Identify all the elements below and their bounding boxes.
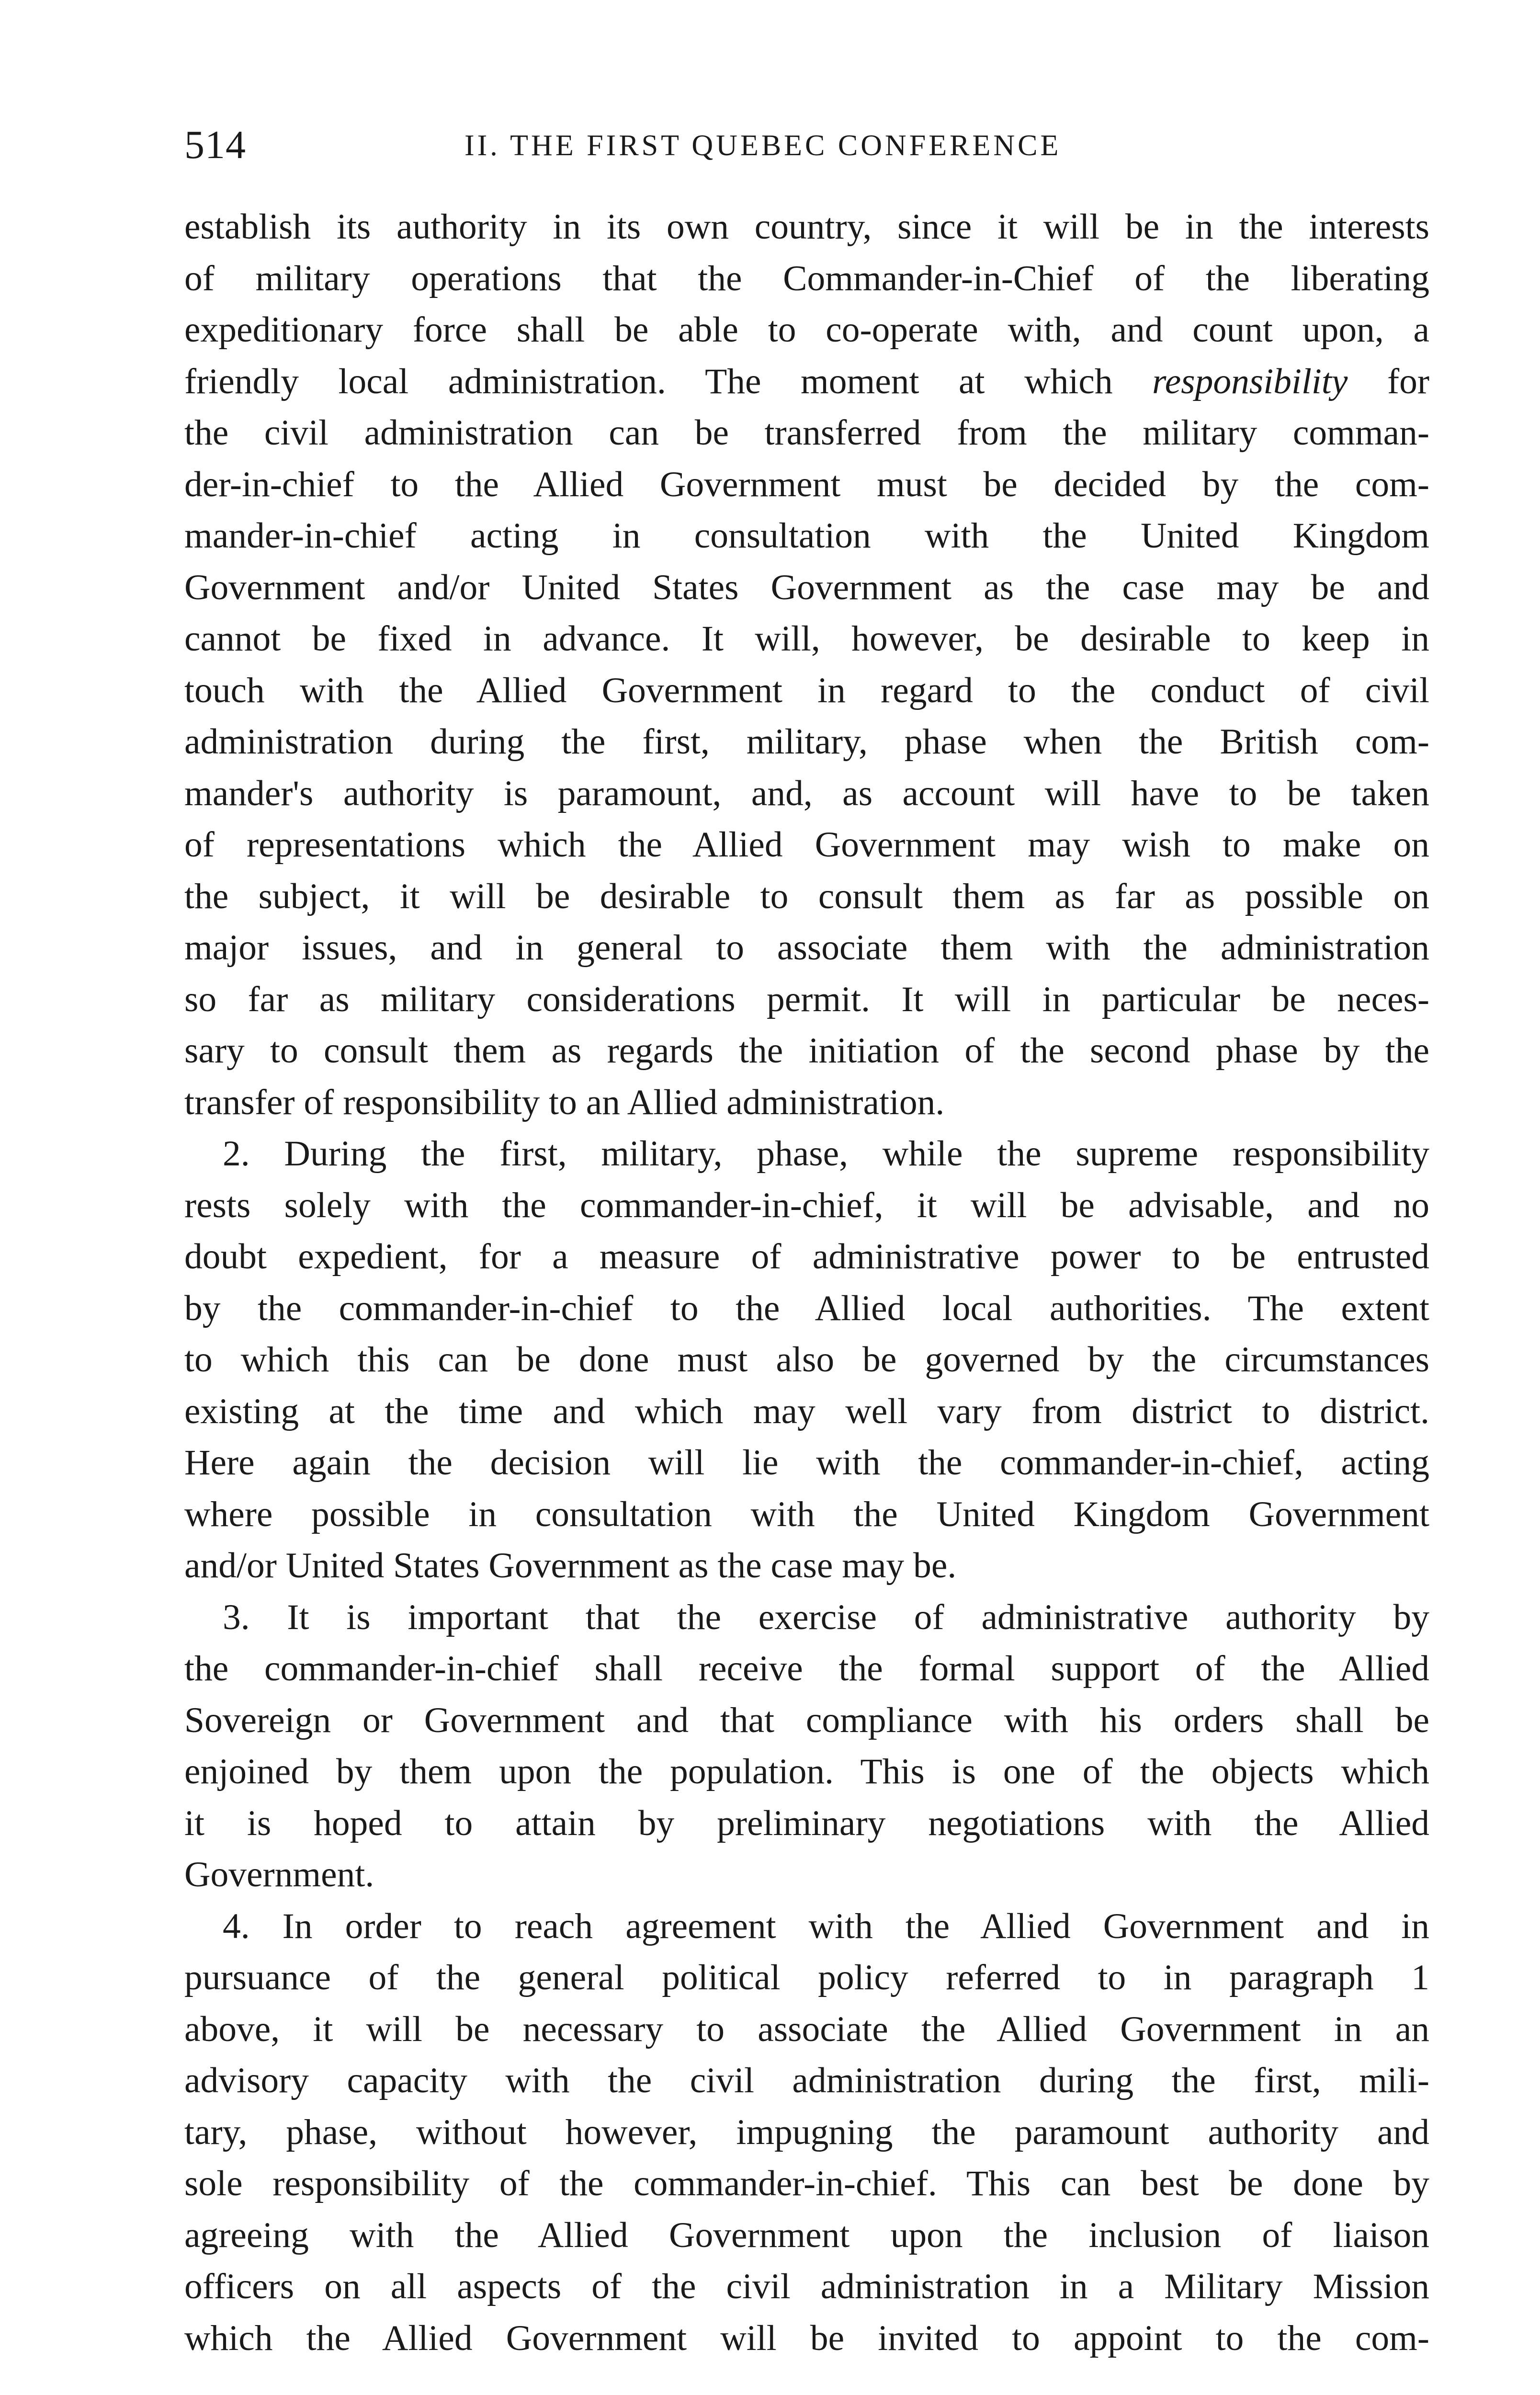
paragraph-3	[184, 1592, 1429, 1901]
text-line: of military operations that the Commander-in-Chief of the liberating	[184, 258, 1429, 298]
text-line-with-italic	[184, 356, 1429, 408]
text-line: by the commander-in-chief to the Allied local authorities. The extent	[184, 1288, 1429, 1328]
text-line: tary, phase, without however, impugning the paramount authority and	[184, 2112, 1429, 2152]
text-line: pursuance of the general political policy referred to in paragraph 1	[184, 1958, 1429, 1997]
page-number: 514	[184, 123, 246, 167]
running-head	[184, 119, 1429, 171]
text-line: rests solely with the commander-in-chief, it will be advisable, and no	[184, 1185, 1429, 1225]
text-line: which the Allied Government will be invited to appoint to the com-	[184, 2318, 1429, 2358]
text-line: cannot be fixed in advance. It will, however, be desirable to keep in	[184, 619, 1429, 659]
text-line: to which this can be done must also be governed by the circumstances	[184, 1340, 1429, 1380]
text-segment: friendly local administration. The moment at which	[184, 361, 1153, 401]
text-line: advisory capacity with the civil administration during the first, mili-	[184, 2061, 1429, 2100]
body-text	[184, 201, 1429, 2364]
text-line: 3. It is important that the exercise of administrative authority by	[223, 1597, 1429, 1637]
text-line: establish its authority in its own country, since it will be in the interests	[184, 207, 1429, 247]
text-line: the subject, it will be desirable to consult them as far as possible on	[184, 876, 1429, 916]
text-line: agreeing with the Allied Government upon the inclusion of liaison	[184, 2215, 1429, 2255]
text-segment: for	[1348, 361, 1429, 401]
text-line: mander's authority is paramount, and, as account will have to be taken	[184, 773, 1429, 813]
text-line: mander-in-chief acting in consultation with the United Kingdom	[184, 516, 1429, 556]
text-line: sary to consult them as regards the initiation of the second phase by the	[184, 1031, 1429, 1071]
text-line: Government and/or United States Government as the case may be and	[184, 567, 1429, 607]
text-line: so far as military considerations permit. It will in particular be neces-	[184, 979, 1429, 1019]
paragraph-continued	[184, 201, 1429, 1128]
text-line: transfer of responsibility to an Allied administration.	[184, 1082, 945, 1122]
text-line: 4. In order to reach agreement with the Allied Government and in	[223, 1906, 1429, 1946]
text-line: major issues, and in general to associate them with the administration	[184, 928, 1429, 968]
text-line: Here again the decision will lie with the commander-in-chief, acting	[184, 1443, 1429, 1483]
text-line: Sovereign or Government and that compliance with his orders shall be	[184, 1700, 1429, 1740]
text-line: touch with the Allied Government in regard to the conduct of civil	[184, 670, 1429, 710]
text-line: Government.	[184, 1855, 374, 1894]
text-line: officers on all aspects of the civil administration in a Military Mission	[184, 2267, 1429, 2306]
italic-word: responsibility	[1152, 361, 1348, 401]
paragraph-2	[184, 1128, 1429, 1592]
text-line: der-in-chief to the Allied Government must be decided by the com-	[184, 464, 1429, 504]
text-line: it is hoped to attain by preliminary negotiations with the Allied	[184, 1803, 1429, 1843]
text-line: administration during the first, military, phase when the British com-	[184, 722, 1429, 762]
paragraph-4	[184, 1901, 1429, 2364]
text-line: sole responsibility of the commander-in-chief. This can best be done by	[184, 2164, 1429, 2203]
text-line: where possible in consultation with the United Kingdom Government	[184, 1494, 1429, 1534]
text-line: existing at the time and which may well vary from district to district.	[184, 1391, 1429, 1431]
text-line: expeditionary force shall be able to co-operate with, and count upon, a	[184, 310, 1429, 350]
text-line: and/or United States Government as the case may be.	[184, 1546, 957, 1585]
running-title: II. THE FIRST QUEBEC CONFERENCE	[464, 129, 1062, 162]
text-line: doubt expedient, for a measure of administrative power to be entrusted	[184, 1237, 1429, 1277]
text-line: above, it will be necessary to associate the Allied Government in an	[184, 2009, 1429, 2049]
text-line: of representations which the Allied Government may wish to make on	[184, 825, 1429, 865]
text-line: 2. During the first, military, phase, while the supreme responsibility	[223, 1134, 1429, 1174]
text-line: the civil administration can be transferred from the military comman-	[184, 413, 1429, 453]
text-line: enjoined by them upon the population. This is one of the objects which	[184, 1752, 1429, 1791]
text-line: the commander-in-chief shall receive the formal support of the Allied	[184, 1649, 1429, 1688]
